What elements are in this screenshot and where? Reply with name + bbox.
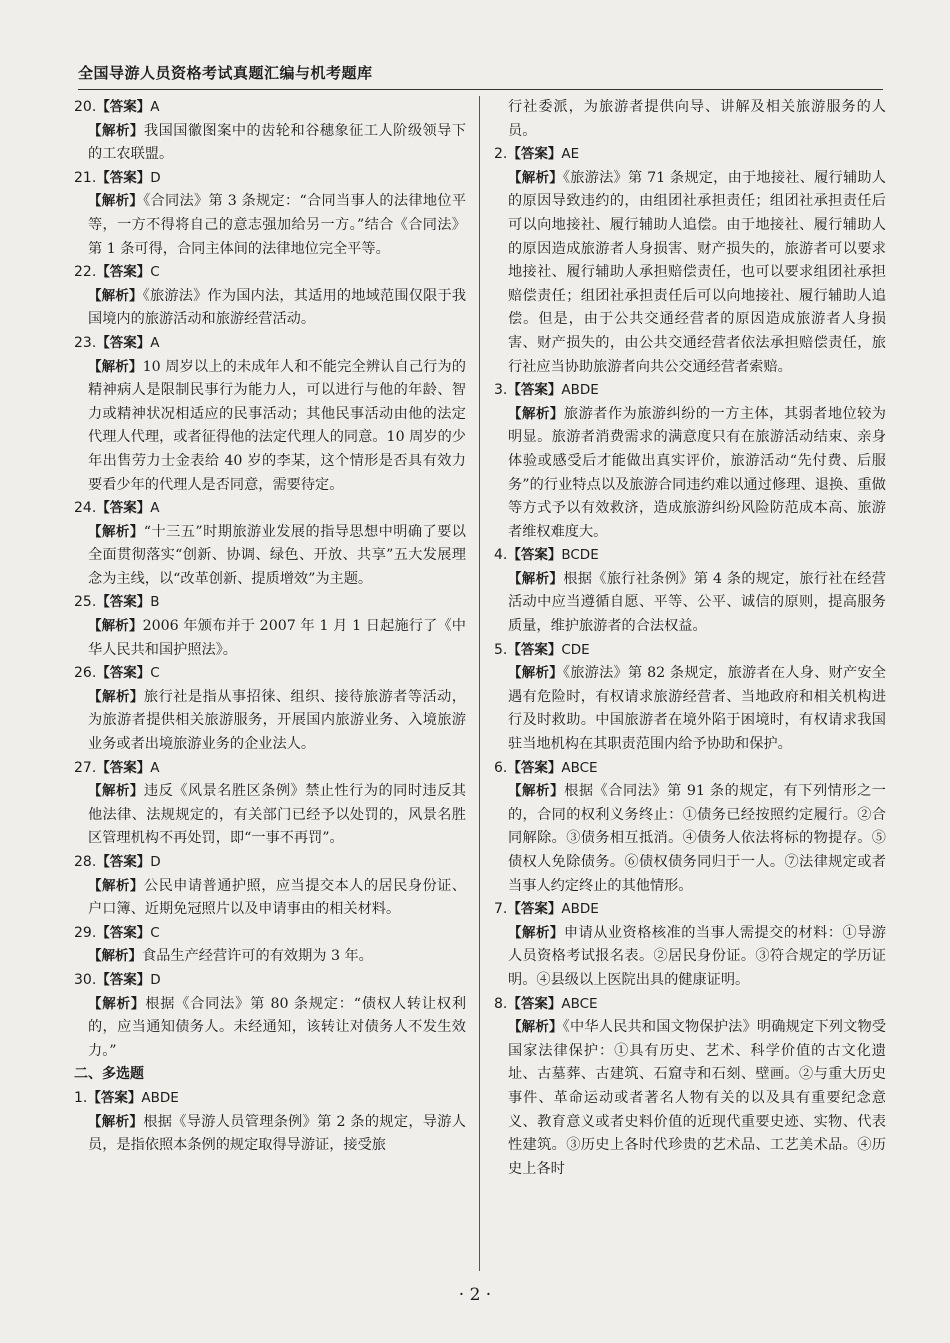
question-number: 21. (74, 169, 97, 186)
answer-line (74, 332, 466, 356)
explanation-text: 《旅游法》第 71 条规定，由于地接社、履行辅助人的原因导致违约的，由组团社承担责任；组团社承担责任后可以向地接社、履行辅助人追偿。由于地接社、履行辅助人的原因造成旅游者人身损害、财产损失的，旅游者可以要求地接社、履行辅助人承担赔偿责任，也可以要求组团社承担赔偿责任；组团社承担责任后可以向地接社、履行辅助人追偿。但是，由于公共交通经营者的原因造成旅游者人身损害、财产损失的，由公共交通经营者依法承担赔偿责任，旅行社应当协助旅游者向共公交通经营者索赔。 (508, 169, 886, 375)
question-number: 8. (494, 995, 508, 1012)
question-number: 28. (74, 854, 97, 870)
question-number: 29. (74, 924, 97, 941)
answer-label: 【答案】 (96, 665, 151, 682)
answer-value: A (150, 759, 160, 776)
answer-line (74, 662, 466, 686)
answer-label: 【答案】 (96, 924, 151, 941)
answer-value: ABDE (561, 382, 599, 399)
explanation-text: “十三五”时期旅游业发展的指导思想中明确了要以全面贯彻落实“创新、协调、绿色、开放、共享”五大发展理念为主线，以“改革创新、提质增效”为主题。 (88, 523, 466, 587)
continued-text: 行社委派，为旅游者提供向导、讲解及相关旅游服务的人员。 (508, 99, 886, 139)
explanation (508, 167, 886, 379)
explanation (508, 1016, 886, 1181)
explanation-label: 【解析】 (508, 405, 564, 422)
explanation (88, 1111, 466, 1158)
answer-line (74, 167, 466, 191)
explanation-text: 根据《旅行社条例》第 4 条的规定，旅行社在经营活动中应当遵循自愿、平等、公平、诚信的原则，提高服务质量，维护旅游者的合法权益。 (508, 570, 886, 635)
answer-line (494, 757, 886, 781)
left-column (74, 96, 466, 1158)
answer-label: 【答案】 (96, 264, 151, 281)
question-number: 30. (74, 971, 97, 988)
answer-line (494, 379, 886, 403)
section-heading: 二、多选题 (74, 1066, 144, 1083)
explanation-text: 旅行社是指从事招徕、组织、接待旅游者等活动，为旅游者提供相关旅游服务，开展国内旅游业务、入境旅游业务或者出境旅游业务的企业法人。 (88, 688, 466, 753)
explanation-text: 根据《合同法》第 80 条规定：“债权人转让权利的，应当通知债务人。未经通知，该转让对债务人不发生效力。” (88, 995, 467, 1059)
question-number: 2. (494, 146, 508, 163)
explanation-label: 【解析】 (508, 924, 564, 941)
answer-label: 【答案】 (507, 547, 562, 564)
question-number: 27. (74, 759, 97, 776)
explanation-text: 旅游者作为旅游纠纷的一方主体，其弱者地位较为明显。旅游者消费需求的满意度只有在旅游活动结束、亲身体验或感受后才能做出真实评价，旅游活动“先付费、后服务”的行业特点以及旅游合同违约难以通过修理、退换、重做等方式予以有效救济，造成旅游纠纷风险防范成本高、旅游者维权难度大。 (508, 405, 886, 540)
answer-line (74, 969, 466, 993)
answer-value: D (150, 169, 161, 186)
question-number: 3. (494, 382, 508, 399)
answer-line (74, 261, 466, 285)
explanation (508, 780, 886, 898)
explanation (508, 403, 886, 545)
answer-value: AE (561, 146, 580, 163)
explanation-label: 【解析】 (88, 358, 143, 375)
question-number: 23. (74, 334, 97, 351)
explanation (88, 993, 466, 1064)
explanation-label: 【解析】 (88, 948, 142, 965)
answer-line (74, 922, 466, 946)
explanation-label: 【解析】 (88, 193, 144, 210)
explanation (88, 945, 466, 969)
answer-value: A (150, 500, 160, 517)
explanation (88, 356, 466, 498)
explanation-label: 【解析】 (88, 523, 144, 540)
right-column (494, 96, 886, 1181)
explanation-text: 10 周岁以上的未成年人和不能完全辨认自己行为的精神病人是限制民事行为能力人，可以进行与他的年龄、智力或精神状况相适应的民事活动；其他民事活动由他的法定代理人代理，或者征得他的法定代理人的同意。10 周岁的少年出售劳力士金表给 40 岁的李某，这个情形是否具有效力要看少年的代理人是否同意，需要待定。 (88, 358, 466, 493)
answer-line (74, 591, 466, 615)
explanation-text: 根据《导游人员管理条例》第 2 条的规定，导游人员，是指依照本条例的规定取得导游证，接受旅 (88, 1113, 466, 1154)
answer-value: BCDE (561, 547, 599, 564)
answer-label: 【答案】 (96, 854, 151, 870)
explanation-text: 根据《合同法》第 91 条的规定，有下列情形之一的，合同的权利义务终止：①债务已经按照约定履行。②合同解除。③债务相互抵消。④债务人依法将标的物提存。⑤债权人免除债务。⑥债权债务同归于一人。⑦法律规定或者当事人约定终止的其他情形。 (508, 783, 886, 894)
explanation (88, 686, 466, 757)
explanation-text: 《中华人民共和国文物保护法》明确规定下列文物受国家法律保护：①具有历史、艺术、科学价值的古文化遗址、古墓葬、古建筑、石窟寺和石刻、壁画。②与重大历史事件、革命运动或者著名人物有关的以及具有重要纪念意义、教育意义或者史料价值的近现代重要史迹、实物、代表性建筑。③历史上各时代珍贵的艺术品、工艺美术品。④历史上各时 (508, 1019, 887, 1177)
explanation-label: 【解析】 (88, 995, 146, 1012)
question-number: 20. (74, 99, 97, 115)
answer-label: 【答案】 (96, 99, 151, 115)
explanation-text: 我国国徽图案中的齿轮和谷穗象征工人阶级领导下的工农联盟。 (88, 122, 466, 163)
answer-value: ABDE (561, 901, 599, 918)
question-number: 24. (74, 500, 97, 517)
question-number: 7. (494, 901, 508, 918)
answer-line (494, 993, 886, 1017)
answer-value: C (150, 264, 160, 281)
explanation (88, 875, 466, 922)
explanation (88, 190, 466, 261)
answer-line (74, 757, 466, 781)
answer-value: ABDE (141, 1089, 179, 1106)
running-header: 全国导游人员资格考试真题汇编与机考题库 (78, 62, 883, 90)
answer-value: A (150, 334, 160, 351)
answer-line (74, 96, 466, 120)
explanation-text: 《合同法》第 3 条规定：“合同当事人的法律地位平等，一方不得将自己的意志强加给另一方。”结合《合同法》第 1 条可得，合同主体间的法律地位完全平等。 (88, 193, 467, 257)
explanation-label: 【解析】 (508, 570, 564, 587)
explanation-text: 《旅游法》第 82 条规定，旅游者在人身、财产安全遇有危险时，有权请求旅游经营者、当地政府和相关机构进行及时救助。中国旅游者在境外陷于困境时，有权请求我国驻当地机构在其职责范围内给予协助和保护。 (508, 665, 886, 753)
answer-label: 【答案】 (87, 1089, 142, 1106)
answer-label: 【答案】 (507, 641, 562, 658)
column-divider (479, 96, 480, 1271)
explanation-label: 【解析】 (88, 618, 143, 635)
answer-label: 【答案】 (96, 334, 151, 351)
question-number: 25. (74, 594, 97, 611)
answer-line (74, 497, 466, 521)
page-number: · 2 · (458, 1285, 492, 1305)
answer-value: C (150, 665, 160, 682)
answer-value: D (150, 854, 161, 870)
explanation (88, 615, 466, 662)
question-number: 1. (74, 1089, 88, 1106)
question-number: 26. (74, 665, 97, 682)
explanation-text: 食品生产经营许可的有效期为 3 年。 (142, 948, 373, 965)
explanation (508, 922, 886, 993)
explanation (88, 521, 466, 592)
question-number: 22. (74, 264, 97, 281)
explanation-text: 违反《风景名胜区条例》禁止性行为的同时违反其他法律、法规规定的，有关部门已经予以处罚的，风景名胜区管理机构不再处罚，即“一事不再罚”。 (88, 783, 466, 847)
answer-line (74, 1087, 466, 1111)
question-number: 6. (494, 759, 508, 776)
explanation-label: 【解析】 (88, 287, 143, 304)
question-number: 5. (494, 641, 508, 658)
answer-line (74, 851, 466, 875)
answer-label: 【答案】 (96, 759, 151, 776)
answer-label: 【答案】 (96, 971, 151, 988)
answer-value: A (150, 99, 160, 115)
explanation (88, 285, 466, 332)
explanation-text: 公民申请普通护照，应当提交本人的居民身份证、户口簿、近期免冠照片以及申请事由的相关材料。 (88, 877, 466, 918)
explanation-label: 【解析】 (88, 877, 144, 894)
answer-line (494, 143, 886, 167)
answer-label: 【答案】 (96, 500, 151, 517)
explanation-label: 【解析】 (508, 1019, 563, 1036)
explanation-text: 2006 年颁布并于 2007 年 1 月 1 日起施行了《中华人民共和国护照法》。 (88, 618, 466, 658)
explanation-label: 【解析】 (88, 1113, 144, 1130)
question-number: 4. (494, 547, 508, 564)
answer-value: C (150, 924, 160, 941)
explanation-label: 【解析】 (88, 783, 144, 800)
answer-value: CDE (561, 641, 590, 658)
answer-label: 【答案】 (507, 382, 562, 399)
explanation-label: 【解析】 (508, 665, 563, 682)
explanation (88, 120, 466, 167)
explanation (508, 662, 886, 756)
explanation-label: 【解析】 (88, 122, 144, 139)
explanation-label: 【解析】 (88, 688, 144, 705)
answer-label: 【答案】 (507, 995, 562, 1012)
answer-label: 【答案】 (507, 759, 562, 776)
answer-line (494, 544, 886, 568)
answer-value: ABCE (561, 759, 598, 776)
explanation-label: 【解析】 (508, 169, 563, 186)
answer-line (494, 898, 886, 922)
answer-label: 【答案】 (96, 169, 151, 186)
explanation (508, 568, 886, 639)
explanation-text: 申请从业资格核准的当事人需提交的材料：①导游人员资格考试报名表。②居民身份证。③符合规定的学历证明。④县级以上医院出具的健康证明。 (508, 924, 886, 988)
answer-value: ABCE (561, 995, 598, 1012)
answer-value: D (150, 971, 161, 988)
explanation-text: 《旅游法》作为国内法，其适用的地域范围仅限于我国境内的旅游活动和旅游经营活动。 (88, 287, 467, 328)
answer-label: 【答案】 (507, 146, 562, 163)
explanation (88, 780, 466, 851)
answer-label: 【答案】 (96, 594, 151, 611)
answer-label: 【答案】 (507, 901, 562, 918)
answer-value: B (150, 594, 160, 611)
explanation-label: 【解析】 (508, 783, 565, 800)
answer-line (494, 639, 886, 663)
